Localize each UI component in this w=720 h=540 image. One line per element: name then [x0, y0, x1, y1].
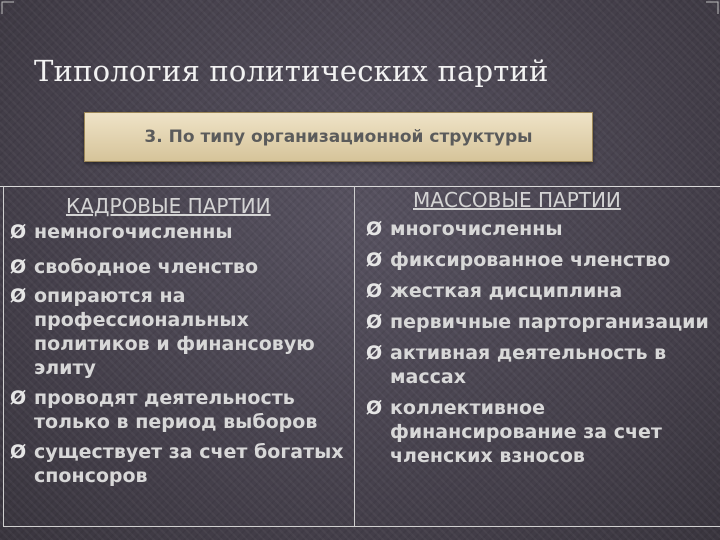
arrow-bullet-icon: Ø [10, 387, 27, 409]
mass-parties-column [355, 186, 720, 527]
arrow-bullet-icon: Ø [366, 218, 383, 240]
arrow-bullet-icon: Ø [10, 221, 27, 243]
arrow-bullet-icon: Ø [366, 249, 383, 271]
list-item: Ø многочисленны [366, 218, 563, 240]
arrow-bullet-icon: Ø [366, 397, 383, 419]
arrow-bullet-icon: Ø [10, 285, 27, 307]
list-item: Ø существует за счет богатых спонсоров [10, 441, 344, 487]
category-banner: 3. По типу организационной структуры [84, 112, 593, 162]
arrow-bullet-icon: Ø [10, 441, 27, 463]
list-item: Ø жесткая дисциплина [366, 280, 623, 302]
cadre-parties-list [10, 220, 354, 499]
list-item: Ø фиксированное членство [366, 249, 671, 271]
list-item: Ø проводят деятельность только в период выборов [10, 387, 318, 433]
list-item: Ø коллективное финансирование за счет членских взносов [366, 397, 662, 467]
mass-parties-list [366, 217, 718, 475]
list-item: Ø активная деятельность в массах [366, 342, 667, 388]
list-item: Ø опираются на профессиональных политиков и финансовую элиту [10, 285, 315, 379]
list-item: Ø немногочисленны [10, 221, 233, 243]
slide-title: Типология политических партий [34, 54, 549, 88]
mass-parties-heading: МАССОВЫЕ ПАРТИИ [413, 188, 621, 212]
arrow-bullet-icon: Ø [366, 311, 383, 333]
cadre-parties-column [3, 186, 355, 527]
list-item: Ø первичные парторганизации [366, 311, 709, 333]
corner-bracket-right-icon [706, 0, 720, 14]
arrow-bullet-icon: Ø [366, 342, 383, 364]
arrow-bullet-icon: Ø [10, 256, 27, 278]
cadre-parties-heading: КАДРОВЫЕ ПАРТИИ [66, 194, 271, 218]
corner-bracket-left-icon [0, 0, 14, 14]
arrow-bullet-icon: Ø [366, 280, 383, 302]
list-item: Ø свободное членство [10, 256, 259, 278]
